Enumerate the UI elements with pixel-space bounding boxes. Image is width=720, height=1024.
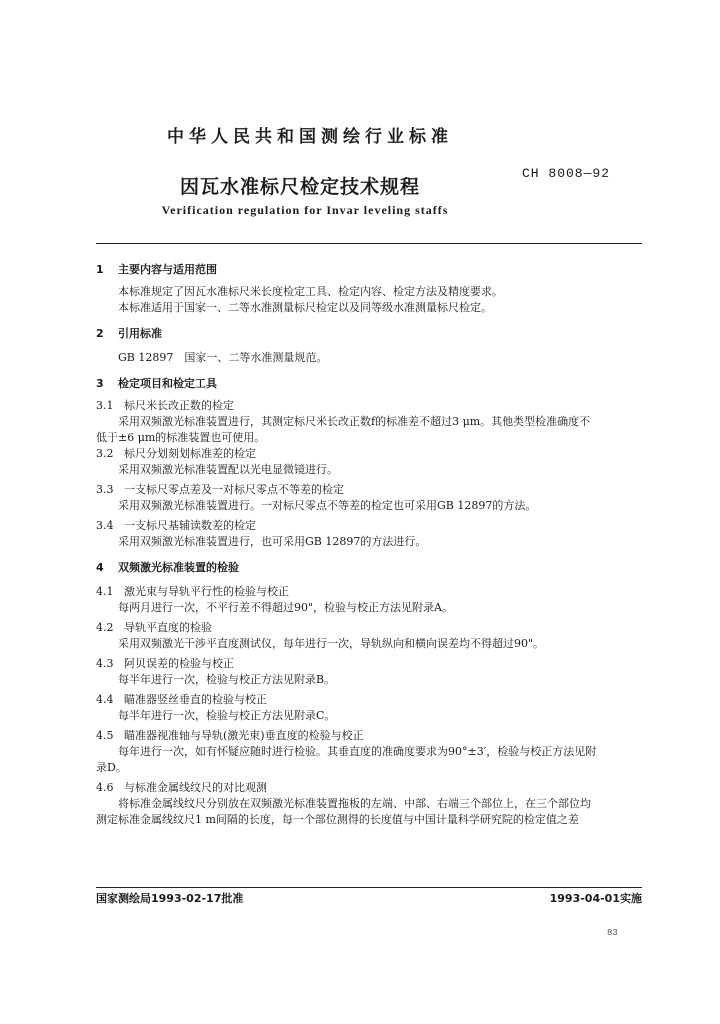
paragraph: 将标准金属线纹尺分别放在双频激光标准装置拖板的左端、中部、右端三个部位上，在三个部位均: [118, 797, 591, 810]
subsection-heading: 3.2 标尺分划刻划标准差的检定: [96, 447, 256, 460]
paragraph: GB 12897 国家一、二等水准测量规范。: [118, 351, 328, 364]
document-code: CH 8008—92: [522, 166, 611, 181]
paragraph: 每半年进行一次，检验与校正方法见附录B。: [118, 673, 336, 686]
section-heading: 2 引用标准: [96, 327, 162, 340]
subsection-heading: 3.3 一支标尺零点差及一对标尺零点不等差的检定: [96, 483, 344, 496]
paragraph: 测定标准金属线纹尺1 m间隔的长度，每一个部位测得的长度值与中国计量科学研究院的检定值之差: [96, 813, 579, 826]
section-heading: 1 主要内容与适用范围: [96, 263, 217, 276]
subsection-heading: 4.5 瞄准器视准轴与导轨(激光束)垂直度的检验与校正: [96, 729, 364, 742]
paragraph: 采用双频激光标准装置进行，也可采用GB 12897的方法进行。: [118, 535, 427, 548]
paragraph: 本标准规定了因瓦水准标尺米长度检定工具、检定内容、检定方法及精度要求。: [118, 285, 503, 298]
subsection-heading: 4.6 与标准金属线纹尺的对比观测: [96, 781, 267, 794]
section-heading: 3 检定项目和检定工具: [96, 377, 217, 390]
document-english-title: Verification regulation for Invar leveling staffs: [161, 203, 449, 217]
standard-category-title: 中华人民共和国测绘行业标准: [167, 127, 453, 147]
paragraph: 本标准适用于国家一、二等水准测量标尺检定以及同等级水准测量标尺检定。: [118, 301, 492, 314]
paragraph: 采用双频激光标准装置进行。一对标尺零点不等差的检定也可采用GB 12897的方法。: [118, 499, 537, 512]
paragraph: 采用双频激光标准装置进行，其测定标尺米长改正数f的标准差不超过3 μm。其他类型检准确度不: [118, 415, 591, 428]
subsection-heading: 4.4 瞄准器竖丝垂直的检验与校正: [96, 693, 267, 706]
paragraph: 采用双频激光标准装置配以光电显微镜进行。: [118, 463, 338, 476]
paragraph: 每年进行一次，如有怀疑应随时进行检验。其垂直度的准确度要求为90°±3′，检验与校正方法见附: [118, 745, 597, 758]
paragraph: 采用双频激光干涉平直度测试仪，每年进行一次，导轨纵向和横向误差均不得超过90"。: [118, 637, 545, 650]
paragraph: 低于±6 μm的标准装置也可使用。: [96, 431, 266, 444]
subsection-heading: 3.4 一支标尺基辅读数差的检定: [96, 519, 256, 532]
paragraph: 每半年进行一次，检验与校正方法见附录C。: [118, 709, 336, 722]
effective-date: 1993-04-01实施: [549, 892, 642, 905]
approval-date: 国家测绘局1993-02-17批准: [96, 892, 244, 905]
subsection-heading: 4.2 导轨平直度的检验: [96, 621, 212, 634]
document-body: [96, 262, 644, 828]
document-title: 因瓦水准标尺检定技术规程: [179, 176, 420, 198]
header-divider: [96, 243, 642, 244]
page-number: 83: [607, 928, 618, 938]
paragraph: 录D。: [96, 761, 127, 774]
footer-divider: [96, 887, 642, 888]
paragraph: 每两月进行一次，不平行差不得超过90"，检验与校正方法见附录A。: [118, 601, 453, 614]
subsection-heading: 4.1 激光束与导轨平行性的检验与校正: [96, 585, 289, 598]
subsection-heading: 3.1 标尺米长改正数的检定: [96, 399, 234, 412]
section-heading: 4 双频激光标准装置的检验: [96, 561, 239, 574]
subsection-heading: 4.3 阿贝误差的检验与校正: [96, 657, 234, 670]
